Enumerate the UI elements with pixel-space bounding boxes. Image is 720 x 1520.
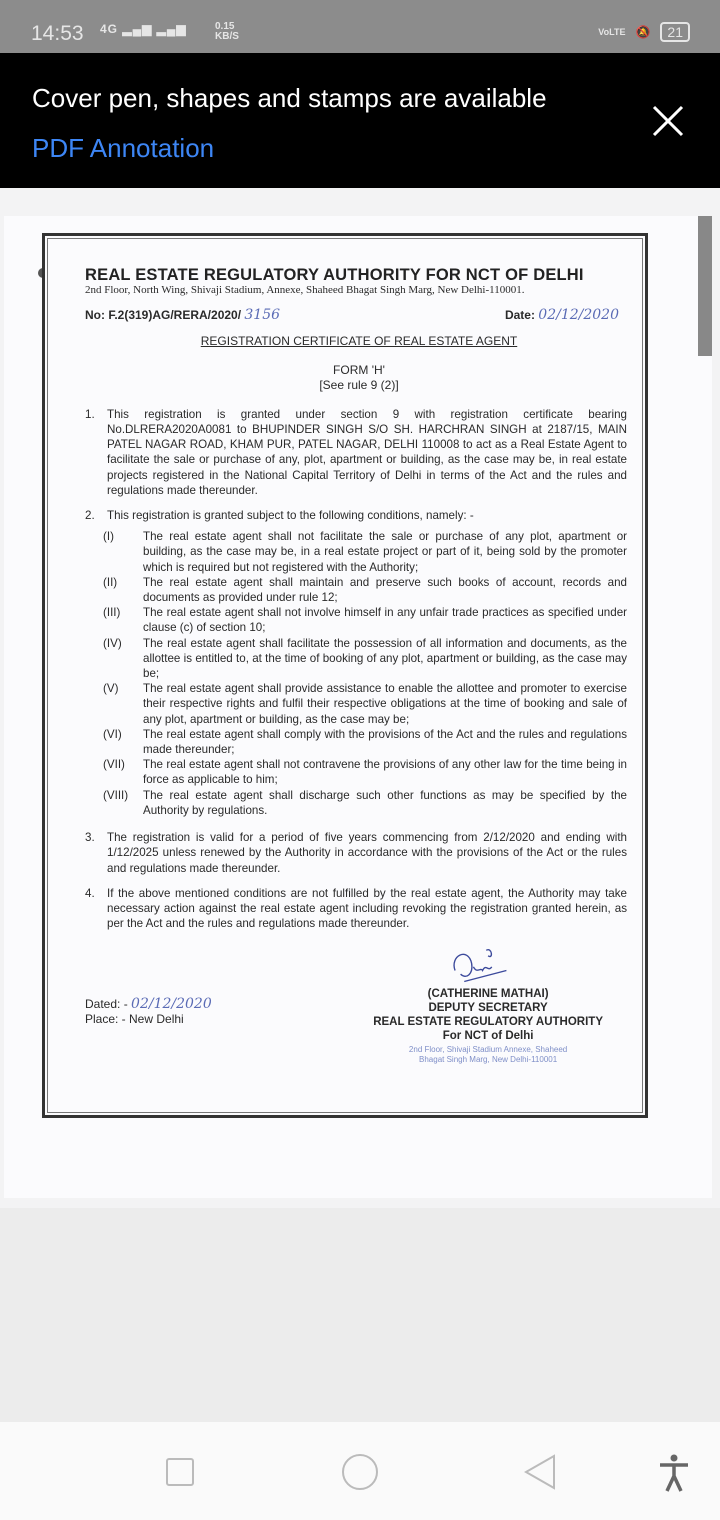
dated-place (85, 951, 212, 1065)
condition-text: The real estate agent shall not involve himself in any unfair trade practices as specified under clause (c) of section 10; (143, 606, 627, 635)
navigation-bar (0, 1422, 720, 1520)
condition-number: (III) (103, 606, 121, 620)
recents-button[interactable] (166, 1458, 194, 1486)
form-label (85, 363, 633, 393)
close-icon[interactable] (650, 103, 686, 139)
signatory-authority: REAL ESTATE REGULATORY AUTHORITY (373, 1016, 603, 1029)
condition-item (85, 636, 633, 682)
page-edge-shadow (698, 216, 712, 356)
form-name: FORM 'H' (333, 362, 385, 377)
ref-no: No: F.2(319)AG/RERA/2020/ (85, 308, 242, 323)
condition-item (85, 605, 633, 635)
clock: 14:53 (31, 22, 84, 45)
back-icon[interactable] (524, 1454, 556, 1490)
signatory-designation: DEPUTY SECRETARY (428, 1002, 548, 1015)
condition-number: (II) (103, 575, 118, 589)
condition-item (85, 788, 633, 818)
certificate (42, 233, 648, 1118)
condition-number: (IV) (103, 636, 122, 650)
banner-message: Cover pen, shapes and stamps are available (32, 83, 547, 113)
speed-unit: KB/S (215, 31, 239, 42)
reference-number (85, 308, 280, 323)
date-label: Date: (504, 308, 535, 323)
doc-heading: REAL ESTATE REGULATORY AUTHORITY FOR NCT OF DELHI (85, 266, 584, 284)
condition-number: (I) (103, 530, 114, 544)
date-handwritten: 02/12/2020 (538, 307, 619, 324)
status-bar (0, 0, 720, 53)
condition-item (85, 727, 633, 757)
document-page (4, 216, 712, 1198)
network-speed (215, 22, 239, 42)
conditions-list (85, 529, 633, 818)
paragraph-text: The registration is valid for a period of five years commencing from 2/12/2020 and ending with 1/12/2025 unless renewed by the Authority in accordance with the provisions of the Act or the rules and regulations made thereunder. (107, 831, 627, 875)
condition-text: The real estate agent shall not contravene the provisions of any other law for the time being in force as applicable to him; (143, 758, 627, 787)
ref-no-handwritten: 3156 (244, 307, 281, 324)
official-stamp: 2nd Floor, Shivaji Stadium Annexe, Shaheed Bhagat Singh Marg, New Delhi-110001 (408, 1045, 568, 1065)
condition-text: The real estate agent shall not facilitate the sale or purchase of any plot, apartment or building, as the case may be, in a real estate project or part of it, being sold by the promoter which is required but not registered with the Authority; (143, 530, 627, 574)
paragraph-text: If the above mentioned conditions are not fulfilled by the real estate agent, the Authority may take necessary action against the real estate agent including revoking the registration granted herein, as per the Act and the rules and regulations made thereunder. (107, 886, 627, 931)
home-button[interactable] (342, 1454, 378, 1490)
document-viewer[interactable] (0, 188, 720, 1208)
signature-block (85, 951, 633, 1065)
accessibility-icon[interactable] (658, 1454, 690, 1492)
place: Place: - New Delhi (85, 1012, 184, 1027)
form-rule: [See rule 9 (2)] (319, 377, 399, 392)
signatory-name: (CATHERINE MATHAI) (427, 988, 549, 1001)
dated-handwritten: 02/12/2020 (131, 996, 212, 1013)
paragraph-text: This registration is granted under section 9 with registration certificate bearing No.DLRERA2020A0081 to BHUPINDER SINGH S/O SH. HARCHRAN SINGH at 2187/15, MAIN PATEL NAGAR ROAD, KHAM PUR, PATEL NAGAR, DELHI 110008 to act as a Real Estate Agent to facilitate the sale or purchase of any, plot, apartment or building, as the case may be, in real estate projects registered in the National Capital Territory of Delhi in terms of the Act and the rules and regulations made thereunder. (107, 407, 627, 497)
condition-item (85, 681, 633, 727)
condition-item (85, 757, 633, 787)
condition-text: The real estate agent shall maintain and preserve such books of account, records and documents as provided under rule 12; (143, 575, 627, 605)
doc-address: 2nd Floor, North Wing, Shivaji Stadium, Annexe, Shaheed Bhagat Singh Marg, New Delhi-110001. (85, 284, 525, 297)
signature-icon (443, 943, 513, 987)
certificate-title: REGISTRATION CERTIFICATE OF REAL ESTATE AGENT (200, 333, 518, 348)
condition-text: The real estate agent shall comply with the provisions of the Act and the rules and regulations made thereunder; (143, 727, 627, 757)
signatory (373, 951, 603, 1065)
paragraph-text: This registration is granted subject to the following conditions, namely: - (107, 509, 474, 523)
paragraph-1: 1. This registration is granted under section 9 with registration certificate bearing No.DLRERA2020A0081 to BHUPINDER SINGH S/O SH. HARCHRAN SINGH at 2187/15, MAIN PATEL NAGAR ROAD, KHAM PUR, PATEL NAGAR, DELHI 110008 to act as a Real Estate Agent to facilitate the sale or purchase of any, plot, apartment or building, as the case may be, in real estate projects registered in the National Capital Territory of Delhi in terms of the Act and the rules and regulations made thereunder. (85, 407, 627, 497)
pdf-annotation-link[interactable]: PDF Annotation (32, 133, 215, 163)
condition-text: The real estate agent shall provide assistance to enable the allottee and promoter to exercise their respective rights and fulfil their respective obligations at the time of booking and sale of any plot, apartment or building, as the case may be; (143, 682, 627, 726)
condition-number: (VIII) (103, 788, 129, 802)
network-type: 4G (100, 22, 119, 36)
doc-date (505, 308, 619, 323)
mute-icon: 🔕 (635, 25, 651, 39)
battery-icon (660, 22, 690, 42)
paragraph-4: 4. If the above mentioned conditions are not fulfilled by the real estate agent, the Authority may take necessary action against the real estate agent including revoking the registration granted herein, as per the Act and the rules and regulations made thereunder. (85, 886, 627, 931)
condition-number: (VI) (103, 727, 122, 741)
condition-item (85, 575, 633, 605)
condition-text: The real estate agent shall facilitate the possession of all information and documents, as the allottee is entitled to, at the time of booking of any plot, apartment or building, as the case may be; (143, 636, 627, 681)
paragraph-3: 3. The registration is valid for a period of five years commencing from 2/12/2020 and ending with 1/12/2025 unless renewed by the Authority in accordance with the provisions of the Act or the rules and regulations made thereunder. (85, 831, 627, 875)
condition-number: (VII) (103, 758, 125, 772)
paragraph-2: 2. This registration is granted subject to the following conditions, namely: - (85, 509, 474, 523)
condition-text: The real estate agent shall discharge such other functions as may be specified by the Authority by regulations. (143, 788, 627, 817)
signatory-for: For NCT of Delhi (442, 1030, 534, 1043)
condition-number: (V) (103, 682, 119, 696)
condition-item (85, 529, 633, 575)
dated-label: Dated: - (85, 997, 128, 1012)
speed-value: 0.15 (215, 21, 235, 32)
annotation-banner (0, 53, 720, 188)
battery-level: 21 (667, 24, 683, 40)
signal-icon: 4G ▂▄▆ ▂▄▆ (100, 22, 187, 36)
volte-icon: VoLTE (598, 27, 626, 37)
